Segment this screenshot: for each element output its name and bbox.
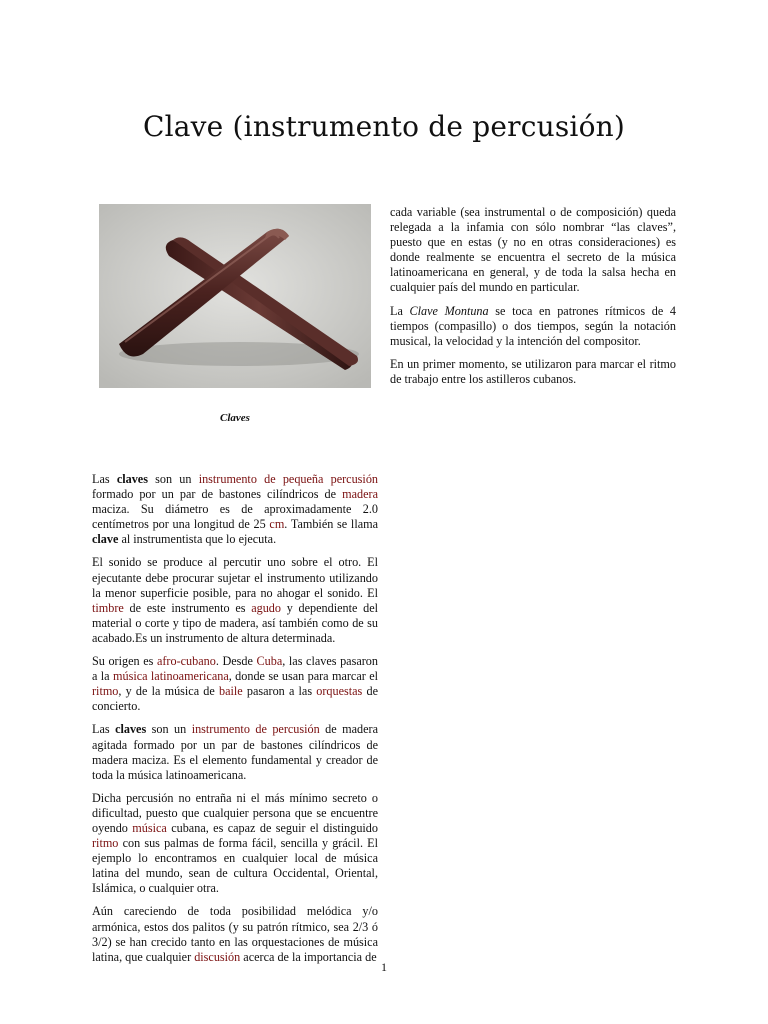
left-paragraph-6: Aún careciendo de toda posibilidad melódica y/o armónica, estos dos palitos (y su patrón rítmico, sea 2/3 ó 3/2) se han crecido tanto en las orquestaciones de música latina, que cualquier discusión acerca de la importancia de xyxy=(92,904,378,964)
link-ritmo-2[interactable]: ritmo xyxy=(92,836,119,851)
link-cuba[interactable]: Cuba xyxy=(256,654,283,669)
link-orquestas[interactable]: orquestas xyxy=(316,684,363,699)
page-number: 1 xyxy=(381,960,387,974)
right-paragraph-2: La Clave Montuna se toca en patrones rítmicos de 4 tiempos (compasillo) o dos tiempos, según la notación musical, la velocidad y la intención del compositor. xyxy=(390,303,676,348)
left-paragraph-1: Las claves son un instrumento de pequeña percusión formado por un par de bastones cilíndricos de madera maciza. Su diámetro es de aproximadamente 2.0 centímetros por una longitud de 25 cm. También se llama clave al instrumentista que lo ejecuta. xyxy=(92,472,379,547)
link-afro-cubano[interactable]: afro-cubano xyxy=(156,654,216,669)
left-paragraph-4: Las claves son un instrumento de percusión de madera agitada formado por un par de bastones cilíndricos de madera maciza. Es el elemento fundamental y creador de toda la música latinoamericana. xyxy=(92,722,378,782)
link-timbre[interactable]: timbre xyxy=(92,600,124,615)
link-instrumento-de-percusion[interactable]: instrumento de percusión xyxy=(191,722,320,737)
claves-photo xyxy=(99,204,371,388)
link-cm[interactable]: cm xyxy=(269,517,285,532)
link-instrumento-pequena-percusion[interactable]: instrumento de pequeña percusión xyxy=(198,472,379,486)
left-paragraph-5: Dicha percusión no entraña ni el más mínimo secreto o dificultad, puesto que cualquier persona que se encuentre oyendo música cubana, es capaz de seguir el distinguido ritmo con sus palmas de forma fácil, sencilla y grácil. El ejemplo lo encontramos en cualquier local de música latina del mundo, sean de cultura Occidental, Oriental, Islámica, o cualquier otra. xyxy=(92,790,378,896)
right-paragraph-1: cada variable (sea instrumental o de composición) queda relegada a la infamia con sólo nombrar “las claves”, puesto que en estas (y no en otras consideraciones) es donde realmente se encuentra el secreto de la música latinoamericana en general, y de toda la salsa hecha en cualquier país del mundo en particular. xyxy=(390,205,676,295)
left-paragraph-2: El sonido se produce al percutir uno sobre el otro. El ejecutante debe procurar sujetar el instrumento utilizando la menor superficie posible, para no ahogar el sonido. El timbre de este instrumento es agudo y dependiente del material o corte y tipo de madera, así también como de su acabado.Es un instrumento de altura determinada. xyxy=(92,555,378,645)
link-baile[interactable]: baile xyxy=(218,684,243,699)
left-paragraph-3: Su origen es afro-cubano. Desde Cuba, las claves pasaron a la música latinoamericana, donde se usan para marcar el ritmo, y de la música de baile pasaron a las orquestas de concierto. xyxy=(92,654,378,714)
page-title: Clave (instrumento de percusión) xyxy=(142,110,625,143)
claves-image xyxy=(99,204,371,388)
link-musica-latinoamericana[interactable]: música latinoamericana xyxy=(113,669,229,684)
clave-montuna-term: Clave Montuna xyxy=(409,303,489,318)
link-madera[interactable]: madera xyxy=(342,487,378,502)
figure-caption: Claves xyxy=(220,412,250,424)
link-agudo[interactable]: agudo xyxy=(251,600,281,615)
link-ritmo[interactable]: ritmo xyxy=(92,684,119,699)
link-discusion[interactable]: discusión xyxy=(194,949,241,964)
left-column xyxy=(92,472,378,973)
right-paragraph-3: En un primer momento, se utilizaron para marcar el ritmo de trabajo entre los astilleros cubanos. xyxy=(390,356,676,386)
link-musica[interactable]: música xyxy=(132,820,167,835)
right-column xyxy=(390,205,676,395)
